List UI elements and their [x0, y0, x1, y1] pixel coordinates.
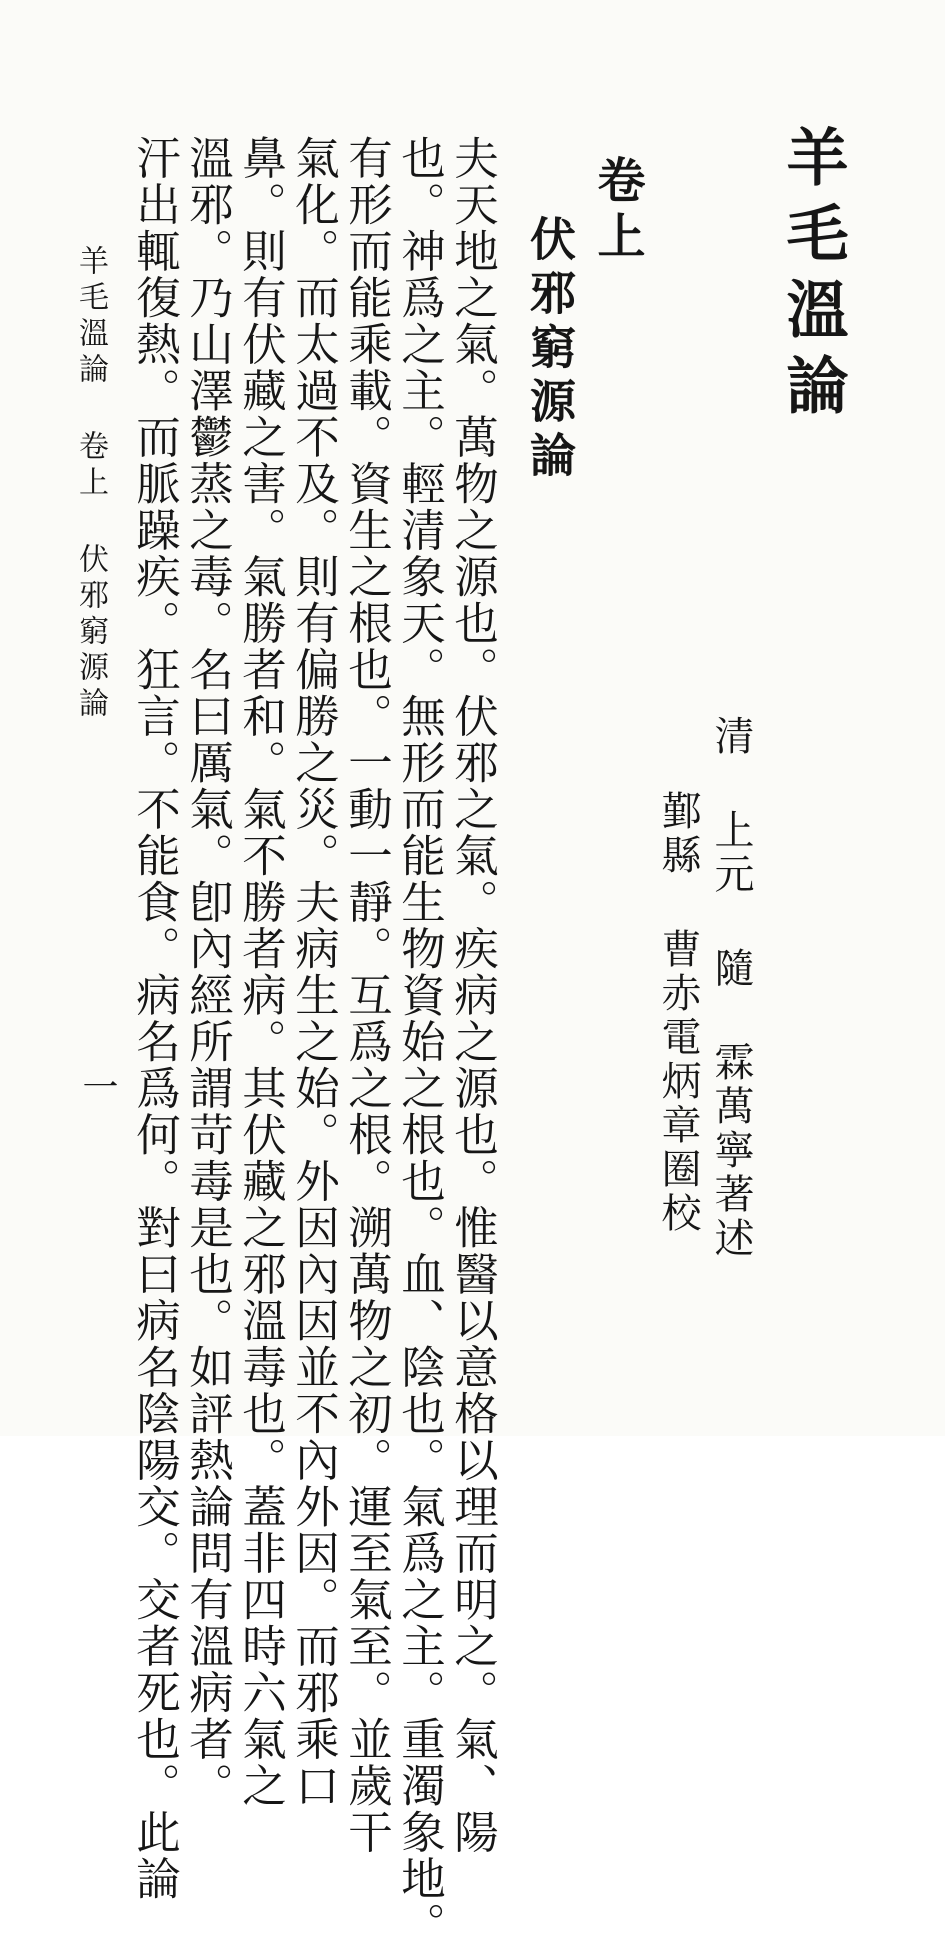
chapter-title: 伏邪窮源論	[523, 215, 577, 485]
body-column-2: 也。神爲之主。輕清象天。無形而能生物資始之根也。血、陰也。氣爲之主。重濁象地。	[393, 135, 445, 1949]
body-column-7: 汗出輒復熱。而脈躁疾。狂言。不能食。病名爲何。對曰病名陰陽交。交者死也。此論	[128, 135, 180, 1902]
body-column-6: 溫邪。乃山澤鬱蒸之毒。名曰厲氣。卽內經所謂苛毒是也。如評熱論問有溫病者。	[181, 135, 233, 1809]
book-title: 羊毛溫論	[776, 125, 849, 429]
page-number-text: 一	[77, 1068, 118, 1104]
body-column-1: 夫天地之氣。萬物之源也。伏邪之氣。疾病之源也。惟醫以意格以理而明之。氣、陽	[446, 135, 498, 1856]
page-number	[72, 1068, 118, 1108]
author-line-2: 鄞縣 曹赤電炳章圈校	[655, 790, 701, 1236]
volume-heading: 卷上	[589, 155, 645, 267]
body-column-5: 鼻。則有伏藏之害。氣勝者和。氣不勝者病。其伏藏之邪溫毒也。蓋非四時六氣之	[234, 135, 286, 1809]
author-line-1: 清 上元 隨 霖萬寧著述	[708, 715, 754, 1261]
body-column-3: 有形而能乘載。資生之根也。一動一靜。互爲之根。溯萬物之初。運至氣至。並歲干	[340, 135, 392, 1856]
body-column-4: 氣化。而太過不及。則有偏勝之災。夫病生之始。外因內因並不內外因。而邪乘口	[287, 135, 339, 1809]
margin-running-title: 羊毛溫論 卷上 伏邪窮源論	[73, 245, 108, 723]
